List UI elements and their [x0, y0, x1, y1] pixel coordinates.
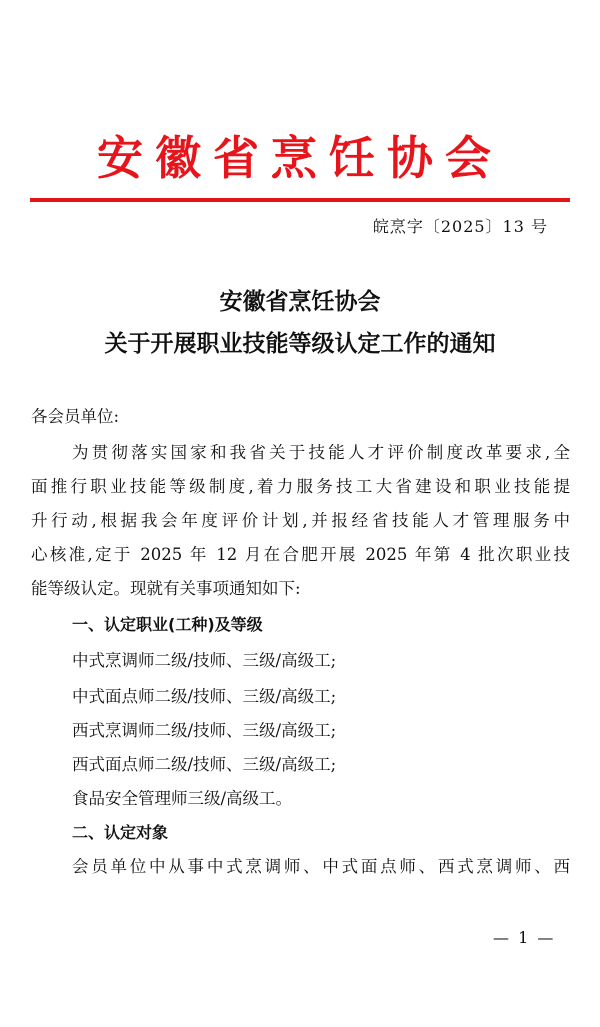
- salutation: 各会员单位:: [31, 407, 120, 426]
- section-1-item: 食品安全管理师三级/高级工。: [72, 789, 293, 808]
- intro-line-1: 为贯彻落实国家和我省关于技能人才评价制度改革要求,全: [72, 443, 570, 462]
- intro-line-5: 能等级认定。现就有关事项通知如下:: [31, 579, 301, 598]
- intro-line-3: 升行动,根据我会年度评价计划,并报经省技能人才管理服务中: [31, 511, 570, 530]
- section-1-item: 中式烹调师二级/技师、三级/高级工;: [72, 651, 337, 670]
- notice-title-line-2: 关于开展职业技能等级认定工作的通知: [104, 330, 496, 357]
- section-2-first-line: 会员单位中从事中式烹调师、中式面点师、西式烹调师、西: [72, 857, 570, 876]
- page-number: — 1 —: [493, 928, 556, 947]
- section-1-item: 西式烹调师二级/技师、三级/高级工;: [72, 721, 337, 740]
- section-1-heading: 一、认定职业(工种)及等级: [72, 615, 263, 634]
- section-1-item: 西式面点师二级/技师、三级/高级工;: [72, 755, 337, 774]
- header-red-rule: [30, 198, 570, 202]
- notice-title-line-1: 安徽省烹饪协会: [219, 288, 381, 315]
- organization-header: 安徽省烹饪协会: [97, 131, 503, 185]
- document-number: 皖烹字〔2025〕13 号: [372, 217, 548, 236]
- section-2-heading: 二、认定对象: [72, 823, 169, 842]
- intro-line-2: 面推行职业技能等级制度,着力服务技工大省建设和职业技能提: [31, 477, 570, 496]
- intro-line-4: 心核准,定于 2025 年 12 月在合肥开展 2025 年第 4 批次职业技: [31, 545, 570, 564]
- section-1-item: 中式面点师二级/技师、三级/高级工;: [72, 687, 337, 706]
